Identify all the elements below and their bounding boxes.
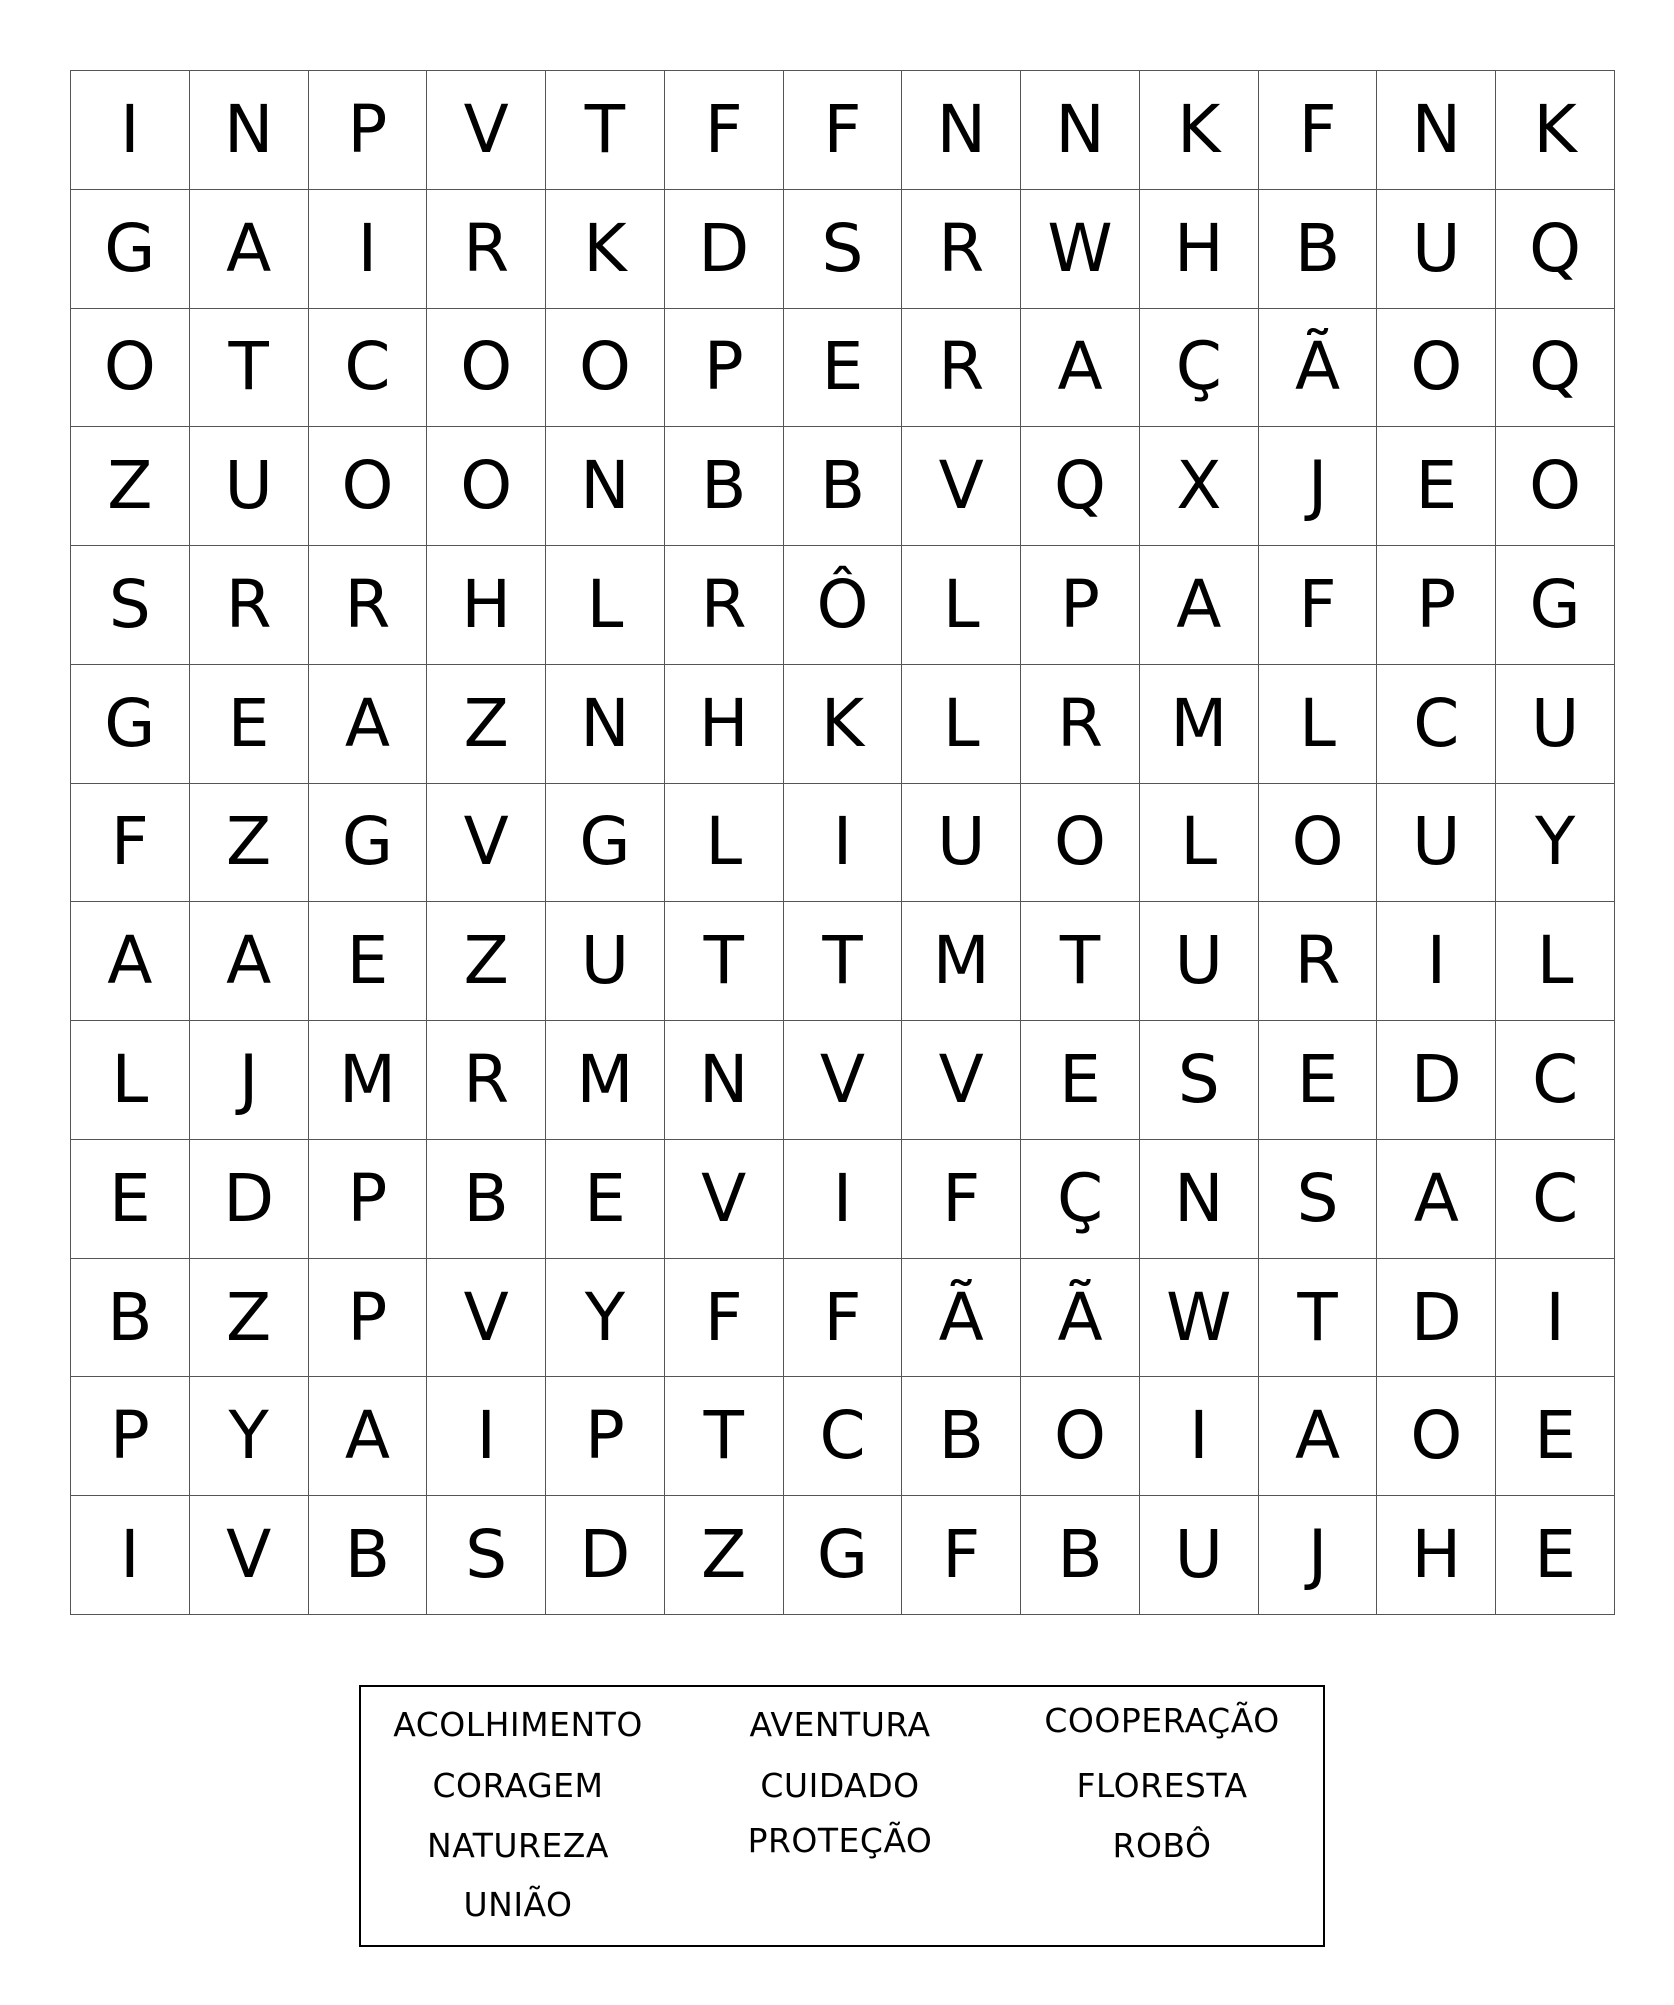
grid-cell[interactable]: A bbox=[1259, 1377, 1378, 1496]
grid-cell[interactable]: O bbox=[1496, 427, 1615, 546]
word-item: CUIDADO bbox=[760, 1766, 920, 1805]
grid-cell[interactable]: F bbox=[665, 1259, 784, 1378]
grid-cell[interactable]: T bbox=[784, 902, 903, 1021]
grid-cell[interactable]: Y bbox=[1496, 784, 1615, 903]
grid-cell[interactable]: A bbox=[309, 1377, 428, 1496]
grid-cell[interactable]: C bbox=[309, 309, 428, 428]
grid-cell[interactable]: V bbox=[427, 784, 546, 903]
grid-cell[interactable]: Z bbox=[427, 902, 546, 1021]
grid-cell[interactable]: N bbox=[190, 71, 309, 190]
grid-cell[interactable]: N bbox=[902, 71, 1021, 190]
grid-cell[interactable]: R bbox=[902, 309, 1021, 428]
grid-cell[interactable]: H bbox=[665, 665, 784, 784]
grid-cell[interactable]: V bbox=[902, 1021, 1021, 1140]
grid-cell[interactable]: R bbox=[1021, 665, 1140, 784]
grid-cell[interactable]: E bbox=[784, 309, 903, 428]
grid-cell[interactable]: I bbox=[784, 1140, 903, 1259]
grid-cell[interactable]: E bbox=[1021, 1021, 1140, 1140]
grid-cell[interactable]: R bbox=[427, 1021, 546, 1140]
grid-cell[interactable]: Q bbox=[1496, 190, 1615, 309]
grid-cell[interactable]: L bbox=[1259, 665, 1378, 784]
grid-cell[interactable]: X bbox=[1140, 427, 1259, 546]
grid-cell[interactable]: W bbox=[1021, 190, 1140, 309]
grid-cell[interactable]: M bbox=[309, 1021, 428, 1140]
grid-cell[interactable]: O bbox=[71, 309, 190, 428]
grid-cell[interactable]: H bbox=[1140, 190, 1259, 309]
grid-cell[interactable]: N bbox=[1377, 71, 1496, 190]
grid-cell[interactable]: K bbox=[784, 665, 903, 784]
grid-cell[interactable]: T bbox=[1259, 1259, 1378, 1378]
grid-cell[interactable]: P bbox=[309, 1259, 428, 1378]
grid-cell[interactable]: D bbox=[190, 1140, 309, 1259]
grid-cell[interactable]: U bbox=[1140, 902, 1259, 1021]
grid-cell[interactable]: N bbox=[1021, 71, 1140, 190]
grid-cell[interactable]: L bbox=[1140, 784, 1259, 903]
grid-cell[interactable]: V bbox=[784, 1021, 903, 1140]
word-item: UNIÃO bbox=[463, 1885, 573, 1924]
grid-cell[interactable]: Ç bbox=[1021, 1140, 1140, 1259]
grid-cell[interactable]: F bbox=[71, 784, 190, 903]
grid-cell[interactable]: I bbox=[1377, 902, 1496, 1021]
grid-cell[interactable]: O bbox=[1377, 309, 1496, 428]
grid-cell[interactable]: L bbox=[902, 546, 1021, 665]
grid-cell[interactable]: Q bbox=[1496, 309, 1615, 428]
grid-cell[interactable]: R bbox=[427, 190, 546, 309]
grid-cell[interactable]: N bbox=[665, 1021, 784, 1140]
grid-cell[interactable]: P bbox=[309, 1140, 428, 1259]
grid-cell[interactable]: F bbox=[784, 1259, 903, 1378]
word-list-box bbox=[359, 1685, 1325, 1947]
grid-cell[interactable]: P bbox=[1377, 546, 1496, 665]
grid-cell[interactable]: F bbox=[784, 71, 903, 190]
grid-cell[interactable]: S bbox=[1259, 1140, 1378, 1259]
grid-cell[interactable]: I bbox=[1140, 1377, 1259, 1496]
grid-cell[interactable]: H bbox=[427, 546, 546, 665]
grid-cell[interactable]: B bbox=[309, 1496, 428, 1615]
grid-cell[interactable]: L bbox=[902, 665, 1021, 784]
grid-cell[interactable]: A bbox=[309, 665, 428, 784]
grid-cell[interactable]: A bbox=[1377, 1140, 1496, 1259]
grid-cell[interactable]: O bbox=[309, 427, 428, 546]
grid-cell[interactable]: P bbox=[71, 1377, 190, 1496]
grid-cell[interactable]: R bbox=[902, 190, 1021, 309]
grid-cell[interactable]: E bbox=[1377, 427, 1496, 546]
grid-cell[interactable]: Z bbox=[190, 784, 309, 903]
grid-cell[interactable]: T bbox=[665, 1377, 784, 1496]
grid-cell[interactable]: V bbox=[427, 71, 546, 190]
word-item: ROBÔ bbox=[1112, 1826, 1212, 1865]
grid-cell[interactable]: Ã bbox=[902, 1259, 1021, 1378]
grid-cell[interactable]: Ô bbox=[784, 546, 903, 665]
grid-cell[interactable]: U bbox=[1377, 784, 1496, 903]
grid-cell[interactable]: V bbox=[902, 427, 1021, 546]
grid-cell[interactable]: E bbox=[71, 1140, 190, 1259]
grid-cell[interactable]: N bbox=[546, 665, 665, 784]
word-item: CORAGEM bbox=[432, 1766, 604, 1805]
grid-cell[interactable]: L bbox=[1496, 902, 1615, 1021]
grid-cell[interactable]: W bbox=[1140, 1259, 1259, 1378]
grid-cell[interactable]: N bbox=[1140, 1140, 1259, 1259]
grid-cell[interactable]: K bbox=[1140, 71, 1259, 190]
grid-cell[interactable]: F bbox=[665, 71, 784, 190]
grid-cell[interactable]: F bbox=[1259, 71, 1378, 190]
grid-cell[interactable]: K bbox=[1496, 71, 1615, 190]
grid-cell[interactable]: I bbox=[309, 190, 428, 309]
grid-cell[interactable]: L bbox=[546, 546, 665, 665]
grid-cell[interactable]: G bbox=[71, 665, 190, 784]
grid-cell[interactable]: R bbox=[309, 546, 428, 665]
grid-cell[interactable]: J bbox=[1259, 1496, 1378, 1615]
grid-cell[interactable]: S bbox=[1140, 1021, 1259, 1140]
grid-cell[interactable]: A bbox=[190, 190, 309, 309]
word-item: PROTEÇÃO bbox=[747, 1821, 933, 1860]
word-item: FLORESTA bbox=[1076, 1766, 1248, 1805]
grid-cell[interactable]: Ã bbox=[1259, 309, 1378, 428]
grid-cell[interactable]: E bbox=[546, 1140, 665, 1259]
grid-cell[interactable]: G bbox=[309, 784, 428, 903]
grid-cell[interactable]: C bbox=[784, 1377, 903, 1496]
grid-cell[interactable]: B bbox=[1021, 1496, 1140, 1615]
grid-cell[interactable]: V bbox=[427, 1259, 546, 1378]
grid-cell[interactable]: H bbox=[1377, 1496, 1496, 1615]
grid-cell[interactable]: V bbox=[190, 1496, 309, 1615]
word-item: ACOLHIMENTO bbox=[393, 1705, 643, 1744]
grid-cell[interactable]: J bbox=[190, 1021, 309, 1140]
grid-cell[interactable]: A bbox=[71, 902, 190, 1021]
grid-cell[interactable]: G bbox=[71, 190, 190, 309]
grid-cell[interactable]: I bbox=[71, 1496, 190, 1615]
grid-cell[interactable]: P bbox=[665, 309, 784, 428]
grid-cell[interactable]: K bbox=[546, 190, 665, 309]
grid-cell[interactable]: G bbox=[1496, 546, 1615, 665]
grid-cell[interactable]: Z bbox=[190, 1259, 309, 1378]
grid-cell[interactable]: Z bbox=[71, 427, 190, 546]
grid-cell[interactable]: O bbox=[427, 309, 546, 428]
grid-cell[interactable]: G bbox=[546, 784, 665, 903]
grid-cell[interactable]: N bbox=[546, 427, 665, 546]
grid-cell[interactable]: M bbox=[902, 902, 1021, 1021]
word-item: COOPERAÇÃO bbox=[1044, 1701, 1280, 1740]
letter-grid bbox=[70, 70, 1615, 1615]
grid-cell[interactable]: T bbox=[190, 309, 309, 428]
grid-cell[interactable]: A bbox=[1140, 546, 1259, 665]
grid-cell[interactable]: I bbox=[71, 71, 190, 190]
grid-cell[interactable]: U bbox=[546, 902, 665, 1021]
grid-cell[interactable]: B bbox=[71, 1259, 190, 1378]
grid-cell[interactable]: C bbox=[1496, 1140, 1615, 1259]
grid-cell[interactable]: B bbox=[1259, 190, 1378, 309]
grid-cell[interactable]: T bbox=[546, 71, 665, 190]
grid-cell[interactable]: S bbox=[784, 190, 903, 309]
grid-cell[interactable]: U bbox=[1496, 665, 1615, 784]
grid-cell[interactable]: Ç bbox=[1140, 309, 1259, 428]
grid-cell[interactable]: A bbox=[1021, 309, 1140, 428]
grid-cell[interactable]: R bbox=[190, 546, 309, 665]
grid-cell[interactable]: Z bbox=[427, 665, 546, 784]
grid-cell[interactable]: A bbox=[190, 902, 309, 1021]
grid-cell[interactable]: B bbox=[427, 1140, 546, 1259]
grid-cell[interactable]: D bbox=[546, 1496, 665, 1615]
grid-cell[interactable]: V bbox=[665, 1140, 784, 1259]
grid-cell[interactable]: O bbox=[546, 309, 665, 428]
grid-cell[interactable]: C bbox=[1496, 1021, 1615, 1140]
grid-cell[interactable]: E bbox=[309, 902, 428, 1021]
grid-cell[interactable]: O bbox=[1021, 1377, 1140, 1496]
grid-cell[interactable]: Z bbox=[665, 1496, 784, 1615]
grid-cell[interactable]: Ã bbox=[1021, 1259, 1140, 1378]
grid-cell[interactable]: L bbox=[71, 1021, 190, 1140]
grid-cell[interactable]: B bbox=[784, 427, 903, 546]
grid-cell[interactable]: I bbox=[427, 1377, 546, 1496]
grid-cell[interactable]: J bbox=[1259, 427, 1378, 546]
grid-cell[interactable]: C bbox=[1377, 665, 1496, 784]
grid-cell[interactable]: B bbox=[902, 1377, 1021, 1496]
grid-cell[interactable]: O bbox=[427, 427, 546, 546]
grid-cell[interactable]: P bbox=[1021, 546, 1140, 665]
grid-cell[interactable]: Y bbox=[190, 1377, 309, 1496]
grid-cell[interactable]: R bbox=[665, 546, 784, 665]
grid-cell[interactable]: R bbox=[1259, 902, 1378, 1021]
grid-cell[interactable]: T bbox=[665, 902, 784, 1021]
grid-cell[interactable]: U bbox=[1140, 1496, 1259, 1615]
word-item: NATUREZA bbox=[427, 1826, 609, 1865]
grid-cell[interactable]: M bbox=[546, 1021, 665, 1140]
grid-cell[interactable]: T bbox=[1021, 902, 1140, 1021]
grid-cell[interactable]: L bbox=[665, 784, 784, 903]
grid-cell[interactable]: E bbox=[1496, 1377, 1615, 1496]
grid-cell[interactable]: D bbox=[1377, 1021, 1496, 1140]
word-item: AVENTURA bbox=[749, 1705, 931, 1744]
grid-cell[interactable]: E bbox=[190, 665, 309, 784]
grid-cell[interactable]: S bbox=[71, 546, 190, 665]
grid-cell[interactable]: S bbox=[427, 1496, 546, 1615]
grid-cell[interactable]: Q bbox=[1021, 427, 1140, 546]
grid-cell[interactable]: F bbox=[902, 1140, 1021, 1259]
grid-cell[interactable]: P bbox=[546, 1377, 665, 1496]
grid-cell[interactable]: I bbox=[1496, 1259, 1615, 1378]
grid-cell[interactable]: D bbox=[665, 190, 784, 309]
grid-cell[interactable]: O bbox=[1377, 1377, 1496, 1496]
grid-cell[interactable]: M bbox=[1140, 665, 1259, 784]
grid-cell[interactable]: U bbox=[902, 784, 1021, 903]
grid-cell[interactable]: P bbox=[309, 71, 428, 190]
grid-cell[interactable]: E bbox=[1496, 1496, 1615, 1615]
grid-cell[interactable]: F bbox=[1259, 546, 1378, 665]
grid-cell[interactable]: Y bbox=[546, 1259, 665, 1378]
grid-cell[interactable]: B bbox=[665, 427, 784, 546]
grid-cell[interactable]: G bbox=[784, 1496, 903, 1615]
grid-cell[interactable]: F bbox=[902, 1496, 1021, 1615]
grid-cell[interactable]: U bbox=[1377, 190, 1496, 309]
grid-cell[interactable]: O bbox=[1021, 784, 1140, 903]
grid-cell[interactable]: U bbox=[190, 427, 309, 546]
grid-cell[interactable]: I bbox=[784, 784, 903, 903]
grid-cell[interactable]: D bbox=[1377, 1259, 1496, 1378]
grid-cell[interactable]: E bbox=[1259, 1021, 1378, 1140]
grid-cell[interactable]: O bbox=[1259, 784, 1378, 903]
